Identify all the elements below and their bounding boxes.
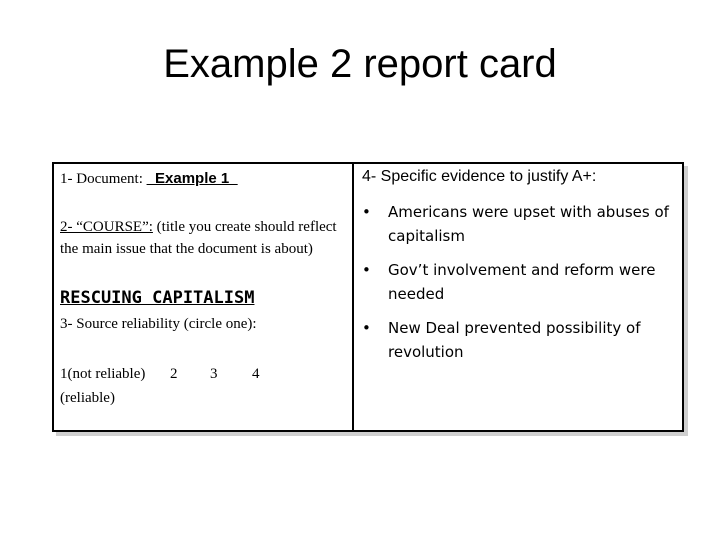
evidence-text: Americans were upset with abuses of capitalism [388,203,669,245]
reliability-scale-end: (reliable) [60,390,115,406]
evidence-text: New Deal prevented possibility of revolution [388,319,641,361]
scale-option-3[interactable]: 3 [210,366,218,382]
course-label: 2- “COURSE”: [60,219,153,235]
evidence-heading: 4- Specific evidence to justify A+: [362,168,597,185]
column-divider [352,164,354,430]
bullet-icon: • [362,261,371,279]
scale-option-4[interactable]: 4 [252,366,260,382]
evidence-item [362,258,682,306]
evidence-text: Gov’t involvement and reform were needed [388,261,656,303]
course-instructions: (title you create should reflect the main issue that the document is about) [60,219,337,257]
reliability-scale [60,366,260,383]
evidence-item [362,316,682,364]
bullet-icon: • [362,319,371,337]
scale-option-1[interactable]: 1(not reliable) [60,366,146,382]
course-description [60,216,350,260]
reliability-label: 3- Source reliability (circle one): [60,316,257,332]
evidence-list [362,200,682,374]
slide-title: Example 2 report card [163,42,557,86]
document-line [60,170,238,188]
course-title-value: RESCUING CAPITALISM [60,288,255,308]
document-label: 1- Document: [60,171,147,187]
report-card [52,162,684,432]
document-value: _Example 1_ [146,170,238,187]
evidence-item [362,200,682,248]
bullet-icon: • [362,203,371,221]
scale-option-2[interactable]: 2 [170,366,178,382]
